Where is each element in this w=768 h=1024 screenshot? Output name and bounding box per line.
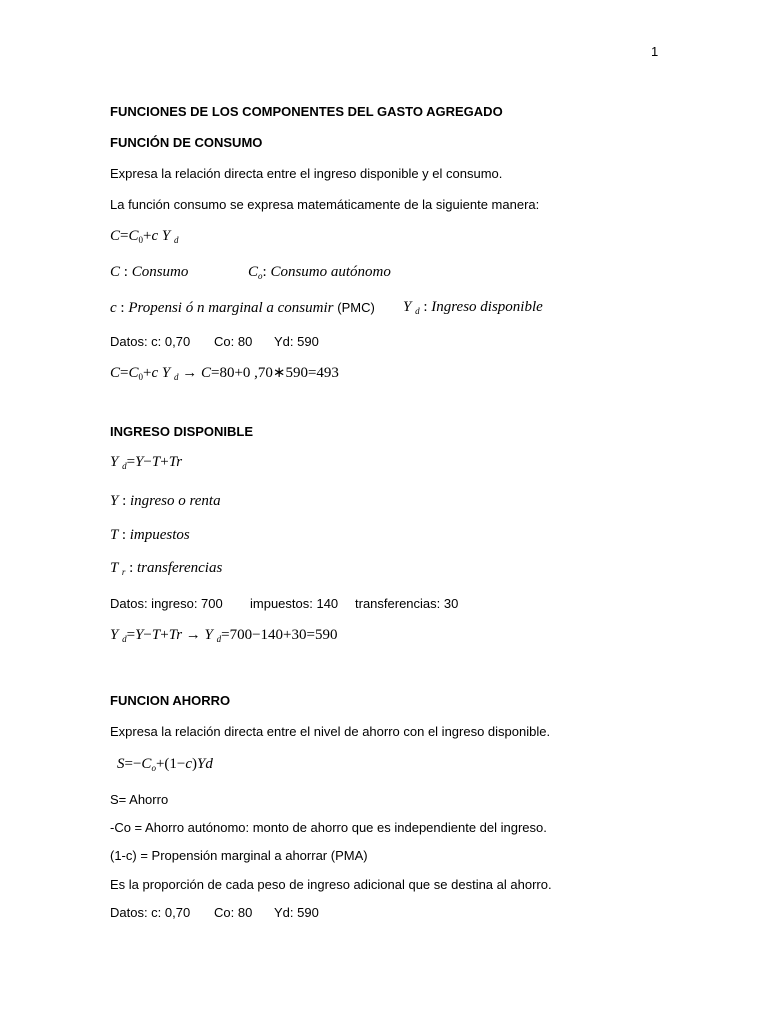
consumo-datos-co: Co: 80 — [214, 334, 253, 349]
def-pmc: c : Propensi ó n marginal a consumir (PMC) — [110, 300, 375, 316]
ahorro-def-co: -Co = Ahorro autónomo: monto de ahorro que es independiente del ingreso. — [110, 820, 547, 835]
ingreso-datos-transferencias: transferencias: 30 — [355, 596, 459, 611]
consumo-formula: $C=C_0+c$ Y $_d$ — [110, 228, 179, 245]
ingreso-calculation: Y $_d$=Y−T+Tr → Y $_d$=700−140+30=590 — [110, 627, 338, 644]
ingreso-formula: Y $_d$=Y−T+Tr — [110, 454, 183, 471]
def-ingreso-disponible: Y $_d$ : Ingreso disponible — [403, 299, 543, 316]
ahorro-def-pma: (1-c) = Propensión marginal a ahorrar (PMA) — [110, 848, 368, 863]
def-transferencias: T $_r$ : transferencias — [110, 560, 223, 577]
ahorro-paragraph-1: Expresa la relación directa entre el nivel de ahorro con el ingreso disponible. — [110, 724, 551, 739]
section-heading-ahorro: FUNCION AHORRO — [110, 693, 231, 708]
consumo-datos-c: Datos: c: 0,70 — [110, 334, 191, 349]
ahorro-def-proporcion: Es la proporción de cada peso de ingreso adicional que se destina al ahorro. — [110, 877, 552, 892]
consumo-datos-yd: Yd: 590 — [274, 334, 319, 349]
page-number: 1 — [651, 44, 659, 59]
def-ingreso-renta: Y : ingreso o renta — [110, 493, 221, 509]
ingreso-datos-ingreso: Datos: ingreso: 700 — [110, 596, 223, 611]
def-consumo: C : Consumo — [110, 264, 189, 280]
consumo-paragraph-2: La función consumo se expresa matemáticamente de la siguiente manera: — [110, 197, 540, 212]
def-impuestos: T : impuestos — [110, 527, 190, 543]
consumo-calculation: $C=C_0+c$ Y $_d$ → C=80+0 ,70∗590=493 — [110, 365, 339, 382]
pmc-abbr: (PMC) — [337, 300, 375, 315]
section-heading-consumo: FUNCIÓN DE CONSUMO — [110, 135, 263, 150]
def-consumo-autonomo: $C_o$: Consumo autónomo — [248, 264, 391, 281]
ingreso-datos-impuestos: impuestos: 140 — [250, 596, 339, 611]
consumo-paragraph-1: Expresa la relación directa entre el ingreso disponible y el consumo. — [110, 166, 503, 181]
ahorro-datos-c: Datos: c: 0,70 — [110, 905, 191, 920]
ahorro-def-s: S= Ahorro — [110, 792, 169, 807]
document-title: FUNCIONES DE LOS COMPONENTES DEL GASTO AGREGADO — [110, 104, 503, 119]
section-heading-ingreso: INGRESO DISPONIBLE — [110, 424, 254, 439]
ahorro-datos-co: Co: 80 — [214, 905, 253, 920]
ahorro-formula: $S=-C_o+(1-c)Yd$ — [117, 756, 213, 773]
ahorro-datos-yd: Yd: 590 — [274, 905, 319, 920]
